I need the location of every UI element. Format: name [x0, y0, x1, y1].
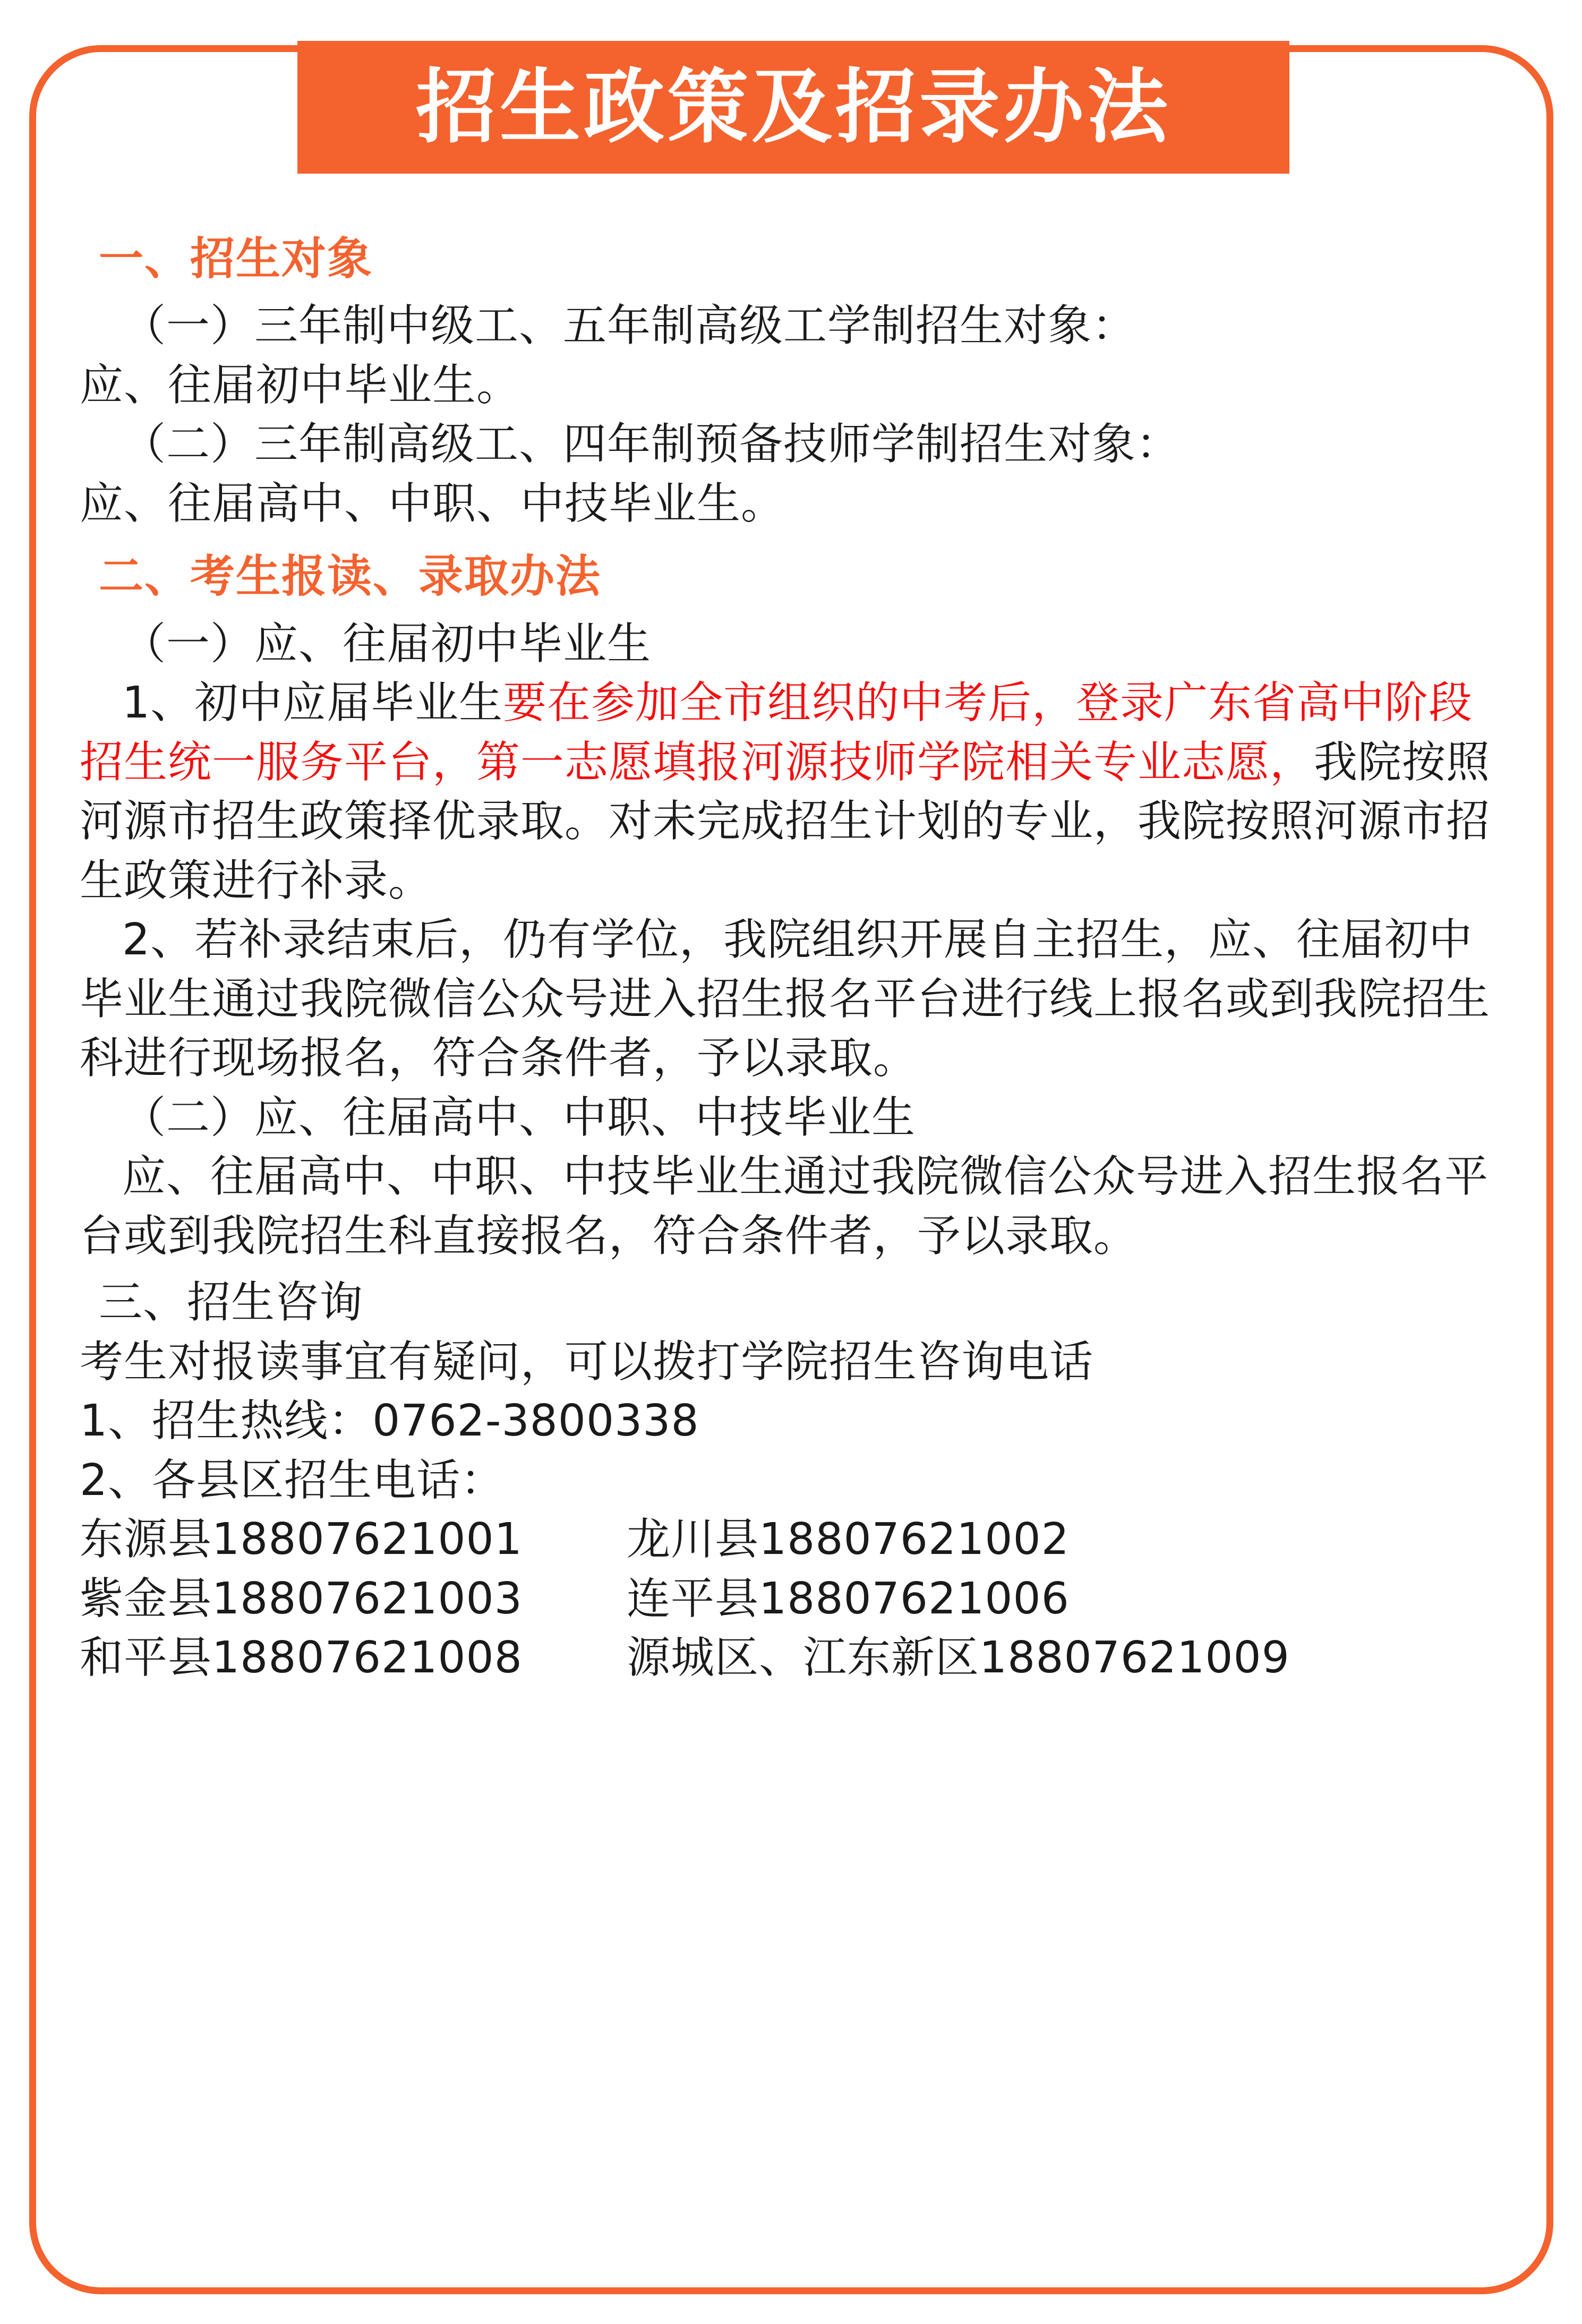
county-phone-heping[interactable]: 和平县18807621008	[80, 1633, 523, 1684]
page-title: 招生政策及招录办法	[416, 60, 1171, 154]
county-phone-yuancheng-jiangdong[interactable]: 源城区、江东新区18807621009	[627, 1633, 1290, 1684]
county-phone-label: 2、各县区招生电话：	[80, 1455, 505, 1506]
county-phone-zijin[interactable]: 紫金县18807621003	[80, 1573, 523, 1624]
section-1-paragraph-1: （一）三年制中级工、五年制高级工学制招生对象：	[122, 301, 1136, 352]
section-3-heading: 三、招生咨询	[99, 1277, 364, 1328]
section-2-item-1	[80, 673, 1503, 910]
county-phone-dongyuan[interactable]: 东源县18807621001	[80, 1514, 523, 1565]
section-2-item-2: 2、若补录结束后，仍有学位，我院组织开展自主招生，应、往届初中毕业生通过我院微信公众号进入招生报名平台进行线上报名或到我院招生科进行现场报名，符合条件者，予以录取。	[80, 915, 1491, 1084]
section-2-item-1-lead: 1、初中应届毕业生	[122, 678, 503, 729]
section-1-paragraph-4: 应、往届高中、中职、中技毕业生。	[80, 478, 785, 529]
section-2-subheading-2-body: 应、往届高中、中职、中技毕业生通过我院微信公众号进入招生报名平台或到我院招生科直接报名，符合条件者，予以录取。	[80, 1151, 1489, 1261]
county-phone-lianping[interactable]: 连平县18807621006	[627, 1573, 1070, 1624]
section-2-heading: 二、考生报读、录取办法	[99, 550, 602, 603]
county-phone-row	[80, 1569, 1503, 1629]
section-2-subheading-2: （二）应、往届高中、中职、中技毕业生	[122, 1092, 916, 1143]
content-body	[80, 228, 1503, 1688]
section-1-heading: 一、招生对象	[99, 233, 373, 285]
section-1-paragraph-3: （二）三年制高级工、四年制预备技师学制招生对象：	[122, 419, 1181, 470]
admissions-hotline[interactable]: 1、招生热线：0762-3800338	[80, 1396, 699, 1447]
title-banner	[297, 41, 1289, 174]
section-2-item-1-highlight: 要在参加全市组织的中考后，登录广东省高中阶段招生统一服务平台，第一志愿填报河源技师学院相关专业志愿，	[80, 678, 1473, 788]
section-1-paragraph-2: 应、往届初中毕业生。	[80, 360, 521, 411]
section-3-intro: 考生对报读事宜有疑问，可以拨打学院招生咨询电话	[80, 1336, 1094, 1387]
county-phone-longchuan[interactable]: 龙川县18807621002	[627, 1514, 1070, 1565]
section-2-subheading-1: （一）应、往届初中毕业生	[122, 618, 652, 669]
section-2-item-1-tail: 我院按照河源市招生政策择优录取。对未完成招生计划的专业，我院按照河源市招生政策进行补录。	[80, 737, 1491, 906]
county-phone-row	[80, 1510, 1503, 1569]
county-phone-row	[80, 1628, 1503, 1688]
